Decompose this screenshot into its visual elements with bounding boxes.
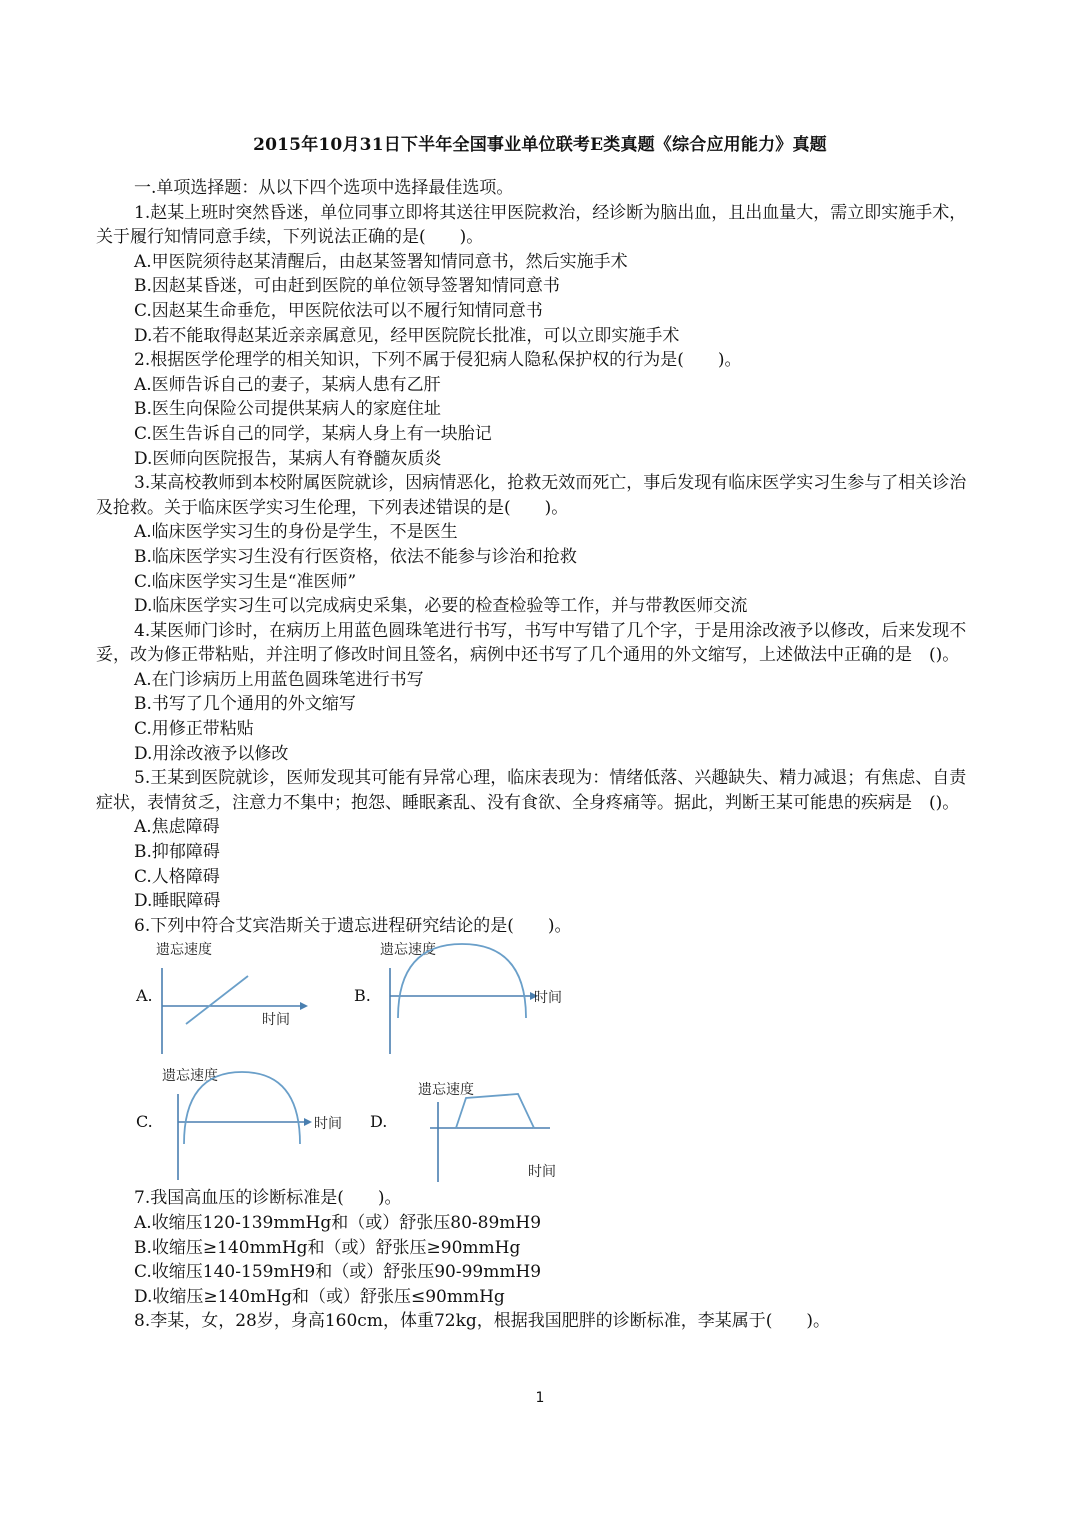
question-stem: 6.下列中符合艾宾浩斯关于遗忘进程研究结论的是( )。 xyxy=(134,915,572,936)
question-stem: 4.某医师门诊时，在病历上用蓝色圆珠笔进行书写，书写中写错了几个字，于是用涂改液予以修改，后来发现不妥，改为修正带粘贴，并注明了修改时间且签名，病例中还书写了几个通用的外文缩写，上述做法中正确的是 ()。 xyxy=(96,620,967,666)
graph-y-label: 遗忘速度 xyxy=(418,1082,474,1099)
option: D.睡眠障碍 xyxy=(134,891,221,912)
option: D.收缩压≥140mHg和（或）舒张压≤90mmHg xyxy=(134,1286,505,1307)
option: B.抑郁障碍 xyxy=(134,842,220,863)
page-title: 2015年10月31日下半年全国事业单位联考E类真题《综合应用能力》真题 xyxy=(253,135,827,155)
option: A.收缩压120-139mmHg和（或）舒张压80-89mH9 xyxy=(134,1213,542,1233)
forgetting-curve xyxy=(456,1094,534,1128)
graph-y-label: 遗忘速度 xyxy=(156,942,212,959)
question-stem: 1.赵某上班时突然昏迷，单位同事立即将其送往甲医院救治，经诊断为脑出血，且出血量大，需立即实施手术，关于履行知情同意手续，下列说法正确的是( )。 xyxy=(96,202,967,248)
option: A.医师告诉自己的妻子，某病人患有乙肝 xyxy=(134,374,441,395)
option: C.用修正带粘贴 xyxy=(134,719,254,740)
option: A.在门诊病历上用蓝色圆珠笔进行书写 xyxy=(134,669,424,690)
graph-a xyxy=(152,938,322,1056)
graph-option-label: B. xyxy=(354,986,371,1006)
question-stem: 5.王某到医院就诊，医师发现其可能有异常心理，临床表现为：情绪低落、兴趣缺失、精力减退；有焦虑、自责症状，表情贫乏，注意力不集中；抱怨、睡眠紊乱、没有食欲、全身疼痛等。据此，判断王某可能患的疾病是 ()。 xyxy=(96,768,967,813)
option: D.若不能取得赵某近亲亲属意见，经甲医院院长批准，可以立即实施手术 xyxy=(134,325,680,346)
graph-option-label: D. xyxy=(370,1112,388,1132)
option: D.临床医学实习生可以完成病史采集，必要的检查检验等工作，并与带教医师交流 xyxy=(134,596,748,617)
option: B.临床医学实习生没有行医资格，依法不能参与诊治和抢救 xyxy=(134,546,577,567)
option: C.人格障碍 xyxy=(134,866,220,887)
graph-y-label: 遗忘速度 xyxy=(380,942,436,959)
option: A.临床医学实习生的身份是学生，不是医生 xyxy=(134,522,458,543)
question-stem: 7.我国高血压的诊断标准是( )。 xyxy=(134,1188,402,1209)
question-stem: 2.根据医学伦理学的相关知识，下列不属于侵犯病人隐私保护权的行为是( )。 xyxy=(134,350,742,371)
option: B.收缩压≥140mmHg和（或）舒张压≥90mmHg xyxy=(134,1237,521,1258)
option: C.收缩压140-159mH9和（或）舒张压90-99mmH9 xyxy=(134,1262,542,1283)
option: A.甲医院须待赵某清醒后，由赵某签署知情同意书，然后实施手术 xyxy=(134,251,628,272)
graph-y-label: 遗忘速度 xyxy=(162,1068,218,1085)
option: C.临床医学实习生是“准医师” xyxy=(134,571,357,592)
option: B.书写了几个通用的外文缩写 xyxy=(134,694,356,715)
option: C.因赵某生命垂危，甲医院依法可以不履行知情同意书 xyxy=(134,300,543,321)
forgetting-curve-options xyxy=(96,938,976,1186)
section-heading: 一.单项选择题：从以下四个选项中选择最佳选项。 xyxy=(134,178,514,198)
question-stem: 3.某高校教师到本校附属医院就诊，因病情恶化，抢救无效而死亡，事后发现有临床医学实习生参与了相关诊治及抢救。关于临床医学实习生伦理，下列表述错误的是( )。 xyxy=(96,473,967,518)
graph-x-label: 时间 xyxy=(528,1164,556,1181)
x-axis-arrow xyxy=(300,1002,308,1010)
graph-option-label: A. xyxy=(136,986,153,1006)
forgetting-curve xyxy=(186,976,248,1024)
graph-x-label: 时间 xyxy=(314,1116,342,1133)
option: B.医生向保险公司提供某病人的家庭住址 xyxy=(134,399,441,420)
option: B.因赵某昏迷，可由赶到医院的单位领导签署知情同意书 xyxy=(134,276,560,297)
graph-x-label: 时间 xyxy=(262,1012,290,1029)
graph-c xyxy=(158,1064,358,1182)
option: C.医生告诉自己的同学，某病人身上有一块胎记 xyxy=(134,423,492,444)
option: D.用涂改液予以修改 xyxy=(134,743,289,764)
graph-option-label: C. xyxy=(136,1112,153,1132)
graph-d xyxy=(410,1064,580,1182)
graph-b xyxy=(376,938,576,1056)
option: D.医师向医院报告，某病人有脊髓灰质炎 xyxy=(134,448,442,469)
x-axis-arrow xyxy=(304,1118,312,1126)
option: A.焦虑障碍 xyxy=(134,817,220,838)
question-stem: 8.李某，女，28岁，身高160cm，体重72kg，根据我国肥胖的诊断标准，李某属于( )。 xyxy=(134,1311,831,1332)
graph-x-label: 时间 xyxy=(534,990,562,1007)
page-number: 1 xyxy=(535,1390,545,1406)
question-list xyxy=(96,176,976,1334)
